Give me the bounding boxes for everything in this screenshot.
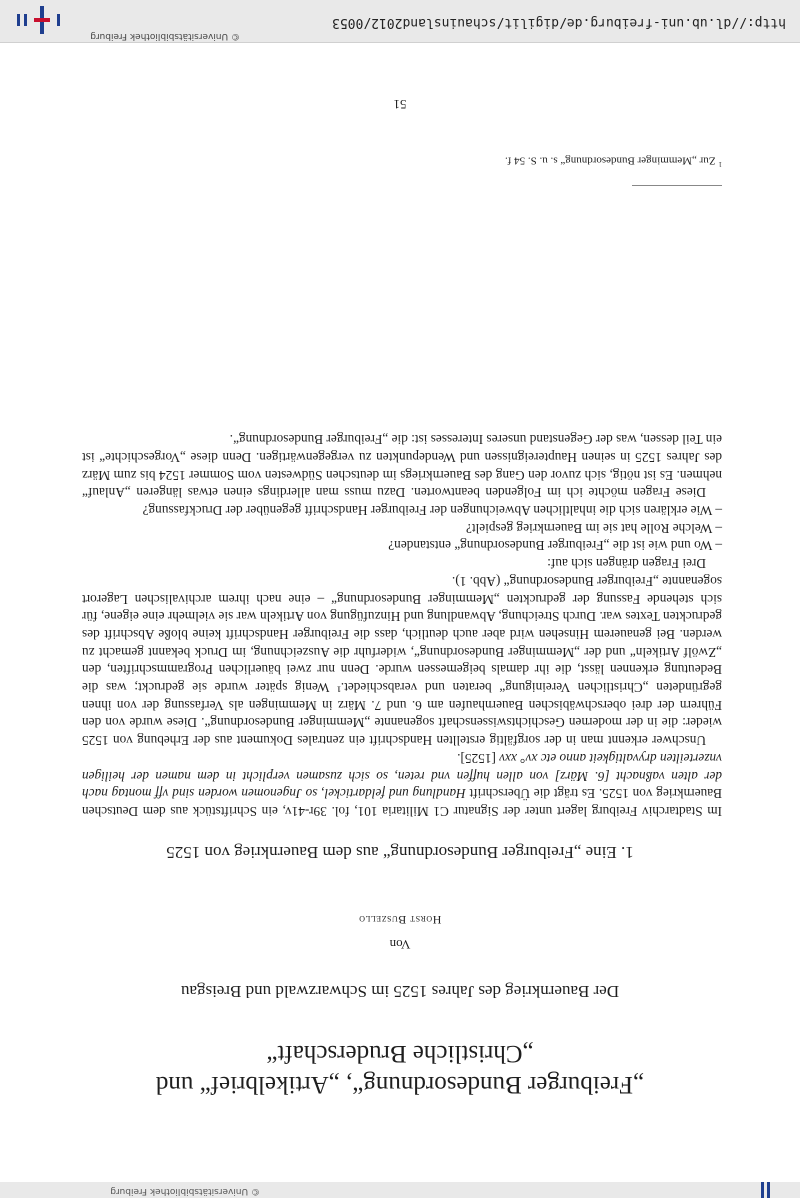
- article-title: [0, 1038, 800, 1100]
- paragraph-3: Drei Fragen drängen sich auf:: [547, 556, 706, 572]
- university-library-logo-icon: [760, 1182, 800, 1198]
- question-2: – Welche Rolle hat sie im Bauernkrieg gespielt?: [465, 520, 722, 536]
- top-copyright: © Universitätsbibliothek Freiburg: [110, 1186, 260, 1196]
- article-body: [82, 431, 722, 820]
- question-3: – Wie erklären sich die inhaltlichen Abweichungen der Freiburger Handschrift gegenüber der Druckfassung?: [142, 503, 722, 519]
- footnote-rule: [632, 185, 722, 186]
- source-url-link[interactable]: http://dl.ub.uni-freiburg.de/digilit/schauinsland2012/0053: [332, 15, 786, 30]
- paragraph-2: Unschwer erkennt man in der sorgfältig erstellten Handschrift ein zentrales Dokument aus der Erhebung von 1525 wieder: die in der modernen Geschichtswissenschaft sogenannte „Memminger Bundesordnung“. Diese wurde von den Führern der drei oberschwäbischen Bauernhaufen am 6. und 7. März in Memmingen als Verfassung der von ihnen gegründeten „Christlichen Vereinigung“ beraten und verabschiedet.¹ Wenig später wurde sie gedruckt; was die Bedeutung erkennen lässt, die ihr damals beigemessen wurde. Denn nur zwei bäuerlichen Programmschriften, den „Zwölf Artikeln“ und der „Memminger Bundesordnung“, widerfuhr die Auszeichnung, im Druck bekannt gemacht zu werden. Bei genauerem Hinsehen wird aber auch deutlich, dass die Freiburger Handschrift keine bloße Abschrift des gedruckten Textes war. Durch Streichung, Abwandlung und Hinzufügung von Artikeln war sie vielmehr eine eigene, für sich stehende Fassung der gedruckten „Memminger Bundesordnung“ – eine nach ihrem archivalischen Lagerort sogenannte „Freiburger Bundesordnung“ (Abb. 1).: [82, 573, 722, 749]
- copyright-notice: © Universitätsbibliothek Freiburg: [90, 31, 240, 41]
- title-line-1: „Freiburger Bundesordnung“, „Artikelbrief“ und: [155, 1071, 645, 1098]
- paragraph-4: Diese Fragen möchte ich im Folgenden beantworten. Dazu muss man allerdings einen etwas längeren „Anlauf“ nehmen. Es ist nötig, sich zuvor den Gang des Bauernkriegs im deutschen Südwesten vom Sommer 1524 bis zum März des Jahres 1525 in seinen Hauptereignissen und Wendepunkten zu vergegenwärtigen. Denn diese „Vorgeschichte“ ist ein Teil dessen, was der Gegenstand unseres Interesses ist: die „Freiburger Bundesordnung“.: [82, 432, 722, 501]
- university-library-logo-icon: [12, 2, 64, 38]
- author-name: Horst Buszello: [358, 913, 442, 927]
- title-line-2: „Christliche Bruderschaft“: [266, 1040, 534, 1067]
- digitization-bar: [0, 0, 800, 43]
- question-1: – Wo und wie ist die „Freiburger Bundesordnung“ entstanden?: [388, 538, 722, 554]
- article-subtitle: Der Bauernkrieg des Jahres 1525 im Schwarzwald und Breisgau: [180, 982, 620, 1001]
- section-heading: 1. Eine „Freiburger Bundesordnung“ aus dem Bauernkrieg von 1525: [166, 843, 634, 862]
- footnote: $^1$Zur „Memminger Bundesordnung“ s. u. S. 54 f.: [505, 154, 722, 168]
- byline-von: Von: [389, 937, 411, 952]
- page-number: 51: [393, 97, 407, 112]
- top-digitization-strip: [0, 1182, 800, 1198]
- paragraph-1: Im Stadtarchiv Freiburg lagert unter der Signatur C1 Militaria 101, fol. 39r-41v, ein Schriftstück aus dem Deutschen Bauernkrieg von 1525. Es trägt die Überschrift Handlung und feldartickel, so Jngenomen worden sind vff montag nach der alten vaßnacht [6. März] von allen huffen vnd reten, so sich zusamen verplicht in dem namen der heiligen vnzerteilten dryvaltigkeit anno etc xv° xxv [1525].: [81, 750, 722, 819]
